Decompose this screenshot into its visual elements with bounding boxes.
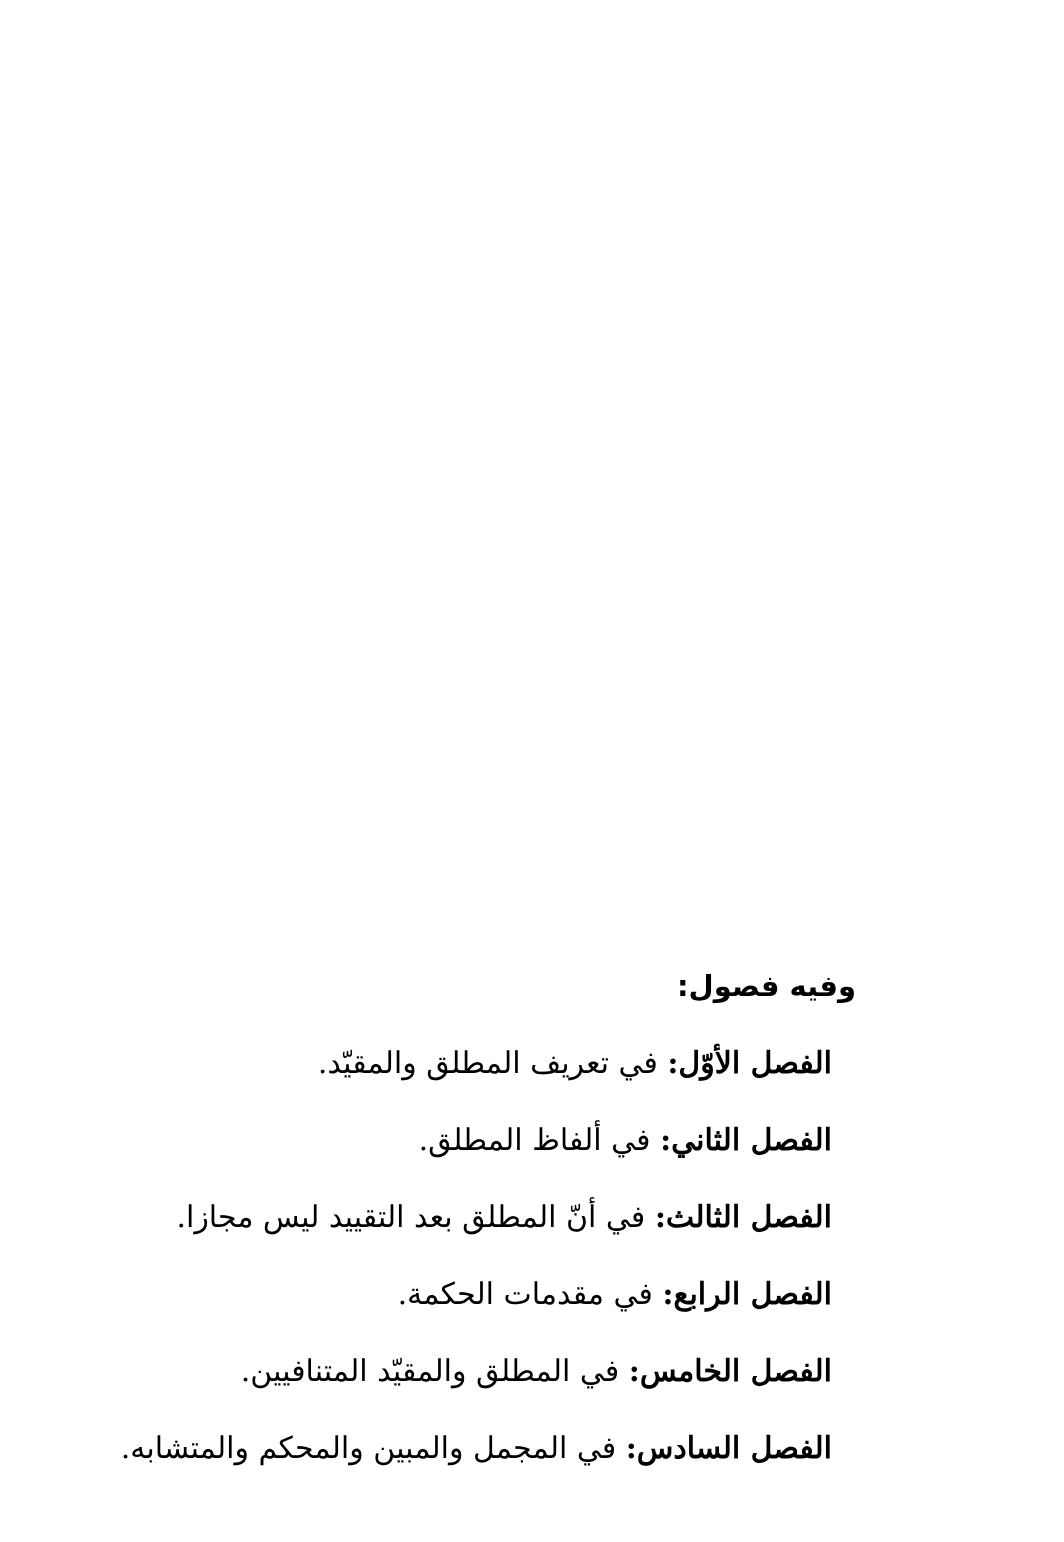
chapter-list [121, 1040, 832, 1502]
chapter-title: في تعريف المطلق والمقيّد. [317, 1046, 658, 1081]
chapter-item-6 [121, 1425, 832, 1502]
chapter-title: في أنّ المطلق بعد التقييد ليس مجازا. [176, 1200, 646, 1235]
chapter-title: في مقدمات الحكمة. [397, 1277, 653, 1312]
chapter-item-5 [121, 1348, 832, 1425]
chapter-label: الفصل السادس: [625, 1431, 832, 1466]
chapter-title: في المطلق والمقيّد المتنافيين. [240, 1354, 620, 1389]
chapter-item-3 [121, 1194, 832, 1271]
chapter-label: الفصل الخامس: [628, 1354, 832, 1389]
chapter-item-2 [121, 1117, 832, 1194]
chapter-title: في المجمل والمبين والمحكم والمتشابه. [120, 1431, 617, 1466]
chapter-label: الفصل الرابع: [662, 1277, 832, 1312]
chapter-title: في ألفاظ المطلق. [418, 1123, 651, 1158]
chapter-label: الفصل الأوّل: [667, 1046, 832, 1081]
chapter-item-4 [121, 1271, 832, 1348]
section-heading: وفيه فصول: [676, 969, 856, 1003]
chapter-label: الفصل الثاني: [660, 1123, 832, 1158]
chapter-label: الفصل الثالث: [654, 1200, 832, 1235]
chapter-item-1 [121, 1040, 832, 1117]
